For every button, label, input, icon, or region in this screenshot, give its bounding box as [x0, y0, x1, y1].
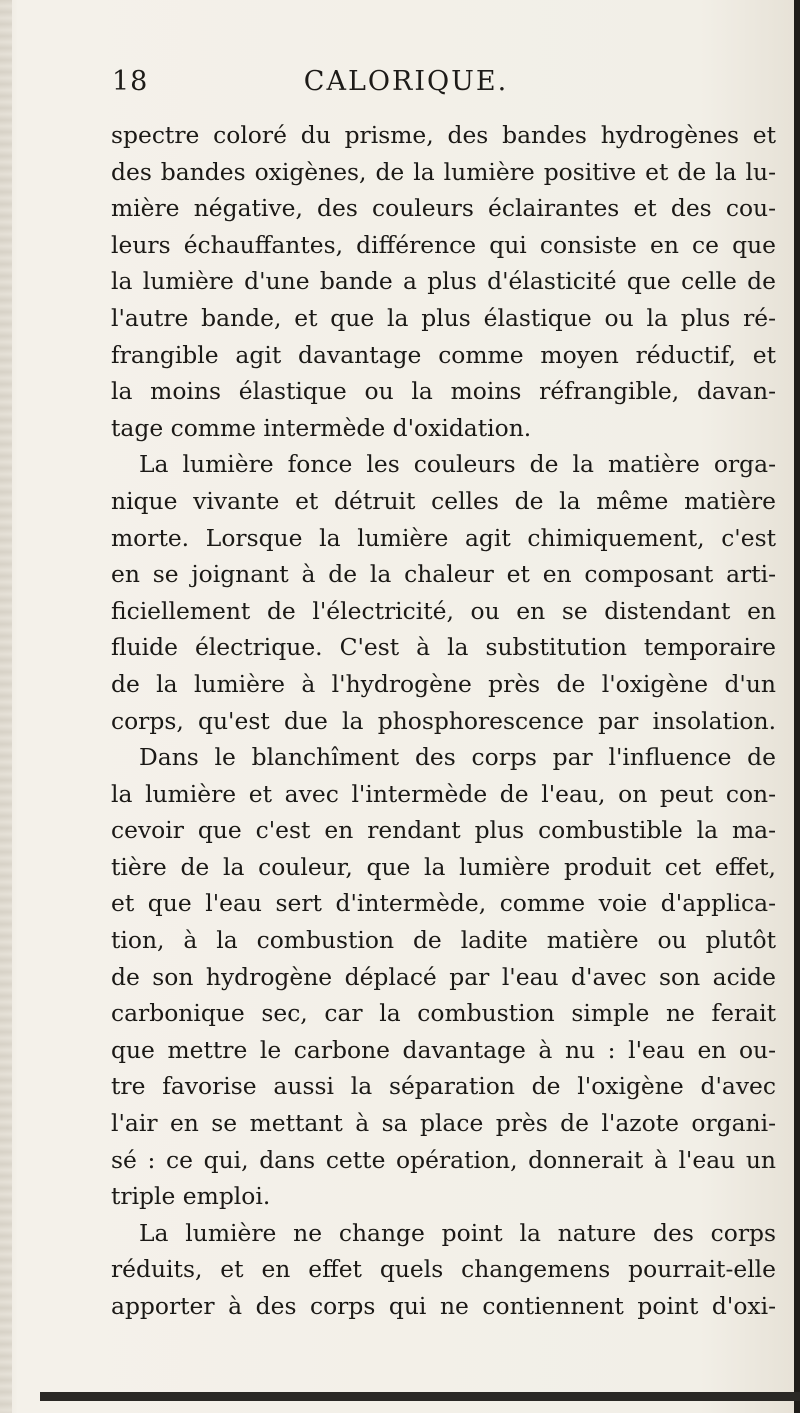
text-line: l'autre bande, et que la plus élastique ou la plus ré-: [111, 303, 776, 332]
text-line: réduits, et en effet quels changemens pourrait-elle: [111, 1255, 776, 1284]
text-line: tre favorise aussi la séparation de l'oxigène d'avec: [111, 1072, 776, 1101]
text-line: sé : ce qui, dans cette opération, donnerait à l'eau un: [111, 1145, 776, 1174]
text-line: apporter à des corps qui ne contiennent point d'oxi-: [111, 1292, 776, 1320]
text-line: et que l'eau sert d'intermède, comme voie d'applica-: [111, 889, 776, 918]
text-line: la moins élastique ou la moins réfrangible, davan-: [111, 377, 776, 406]
text-line: triple emploi.: [111, 1182, 271, 1211]
running-head: [0, 66, 800, 106]
text-line: La lumière ne change point la nature des corps: [139, 1218, 776, 1247]
text-line: la lumière d'une bande a plus d'élasticité que celle de: [111, 267, 776, 296]
text-line: carbonique sec, car la combustion simple ne ferait: [111, 999, 776, 1028]
text-line: mière négative, des couleurs éclairantes et des cou-: [111, 194, 776, 223]
text-line: nique vivante et détruit celles de la même matière: [111, 486, 776, 515]
page-number: 18: [112, 66, 149, 97]
body-text: [111, 117, 776, 1325]
page-edge-shadow: [794, 0, 800, 1413]
text-line: tière de la couleur, que la lumière produit cet effet,: [111, 852, 776, 881]
text-line: de la lumière à l'hydrogène près de l'oxigène d'un: [111, 669, 776, 698]
text-line: tage comme intermède d'oxidation.: [111, 413, 532, 442]
text-line: cevoir que c'est en rendant plus combustible la ma-: [111, 816, 776, 845]
text-line: ficiellement de l'électricité, ou en se distendant en: [111, 596, 776, 625]
text-line: tion, à la combustion de ladite matière ou plutôt: [111, 926, 776, 955]
text-line: fluide électrique. C'est à la substitution temporaire: [111, 633, 776, 662]
page-gutter: [0, 0, 12, 1413]
text-line: en se joignant à de la chaleur et en composant arti-: [111, 560, 776, 589]
text-line: la lumière et avec l'intermède de l'eau, on peut con-: [111, 779, 776, 808]
text-line: frangible agit davantage comme moyen réductif, et: [111, 340, 776, 369]
text-line: de son hydrogène déplacé par l'eau d'avec son acide: [111, 962, 776, 991]
text-line: des bandes oxigènes, de la lumière positive et de la lu-: [111, 157, 776, 186]
text-line: leurs échauffantes, différence qui consiste en ce que: [111, 230, 776, 259]
page-bottom-edge: [40, 1392, 800, 1401]
text-line: que mettre le carbone davantage à nu : l'eau en ou-: [111, 1035, 776, 1064]
text-line: l'air en se mettant à sa place près de l'azote organi-: [111, 1109, 776, 1138]
text-line: La lumière fonce les couleurs de la matière orga-: [139, 450, 776, 479]
text-line: morte. Lorsque la lumière agit chimiquement, c'est: [111, 523, 776, 552]
text-line: corps, qu'est due la phosphorescence par insolation.: [111, 706, 776, 735]
running-title: CALORIQUE.: [303, 66, 509, 97]
text-line: Dans le blanchîment des corps par l'influence de: [139, 743, 776, 772]
text-line: spectre coloré du prisme, des bandes hydrogènes et: [111, 121, 776, 149]
